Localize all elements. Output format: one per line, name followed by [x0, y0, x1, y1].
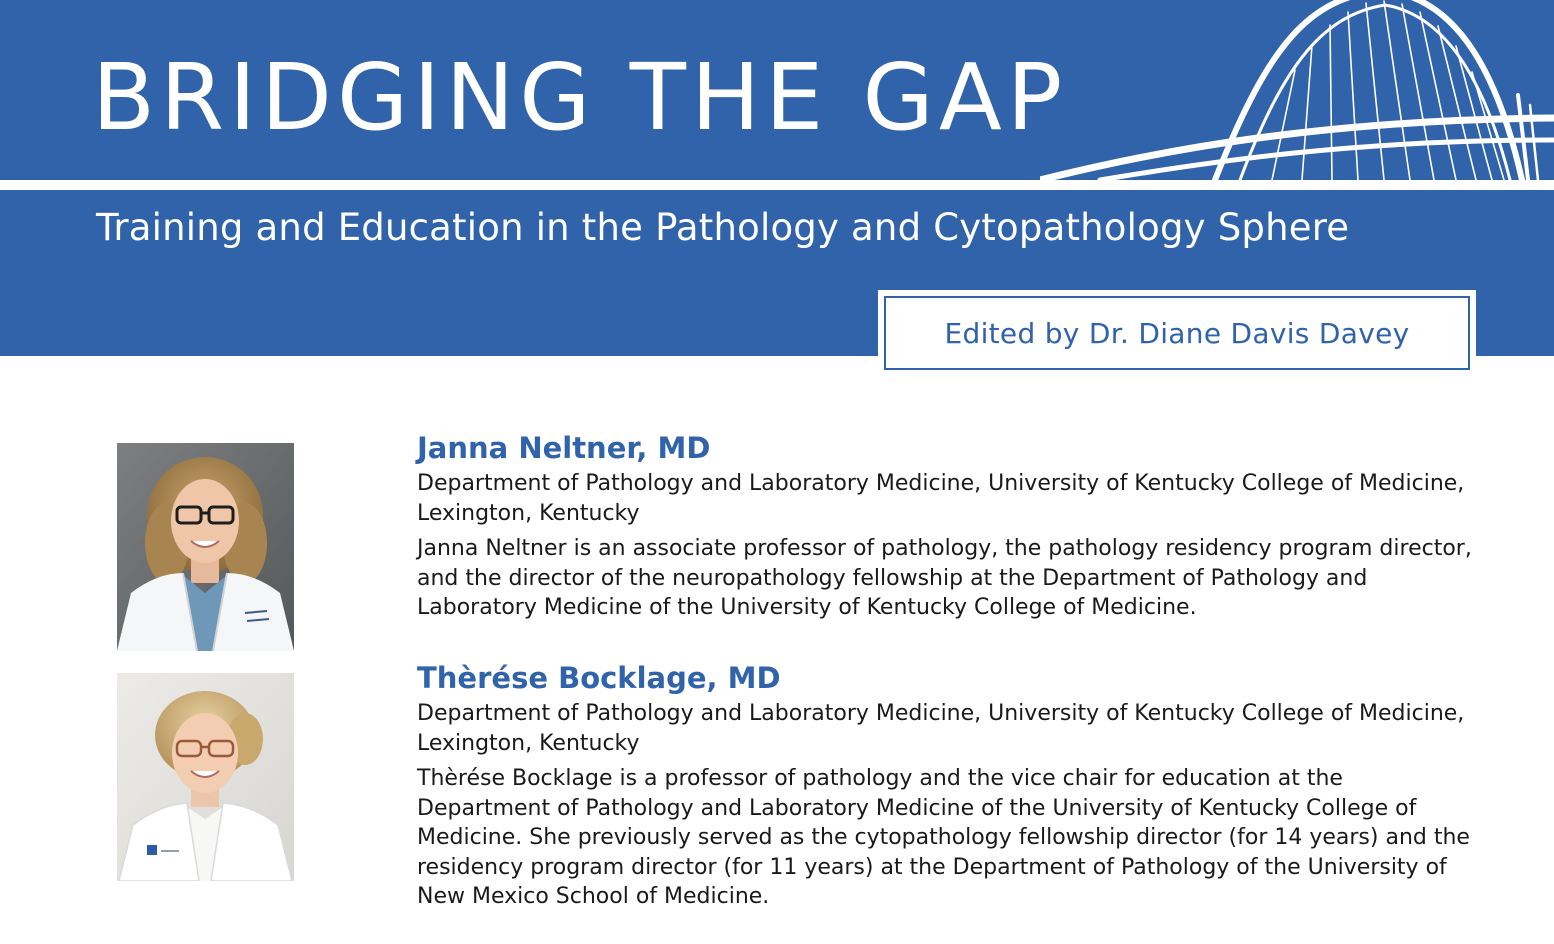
author-name: Janna Neltner, MD — [417, 431, 711, 465]
author-photo-1 — [117, 443, 294, 651]
bio-text-1 — [417, 430, 1477, 623]
banner-subtitle: Training and Education in the Pathology and Cytopathology Sphere — [96, 206, 1350, 249]
author-name: Thèrése Bocklage, MD — [417, 661, 781, 695]
bio-text-2 — [417, 660, 1477, 912]
author-affiliation: Department of Pathology and Laboratory Medicine, University of Kentucky College of Medicine, Lexington, Kentucky — [417, 701, 1465, 756]
editor-box-frame — [878, 290, 1476, 378]
banner-divider — [0, 180, 1554, 190]
editor-box — [884, 296, 1470, 370]
editor-credit: Edited by Dr. Diane Davis Davey — [944, 316, 1410, 350]
author-photo-2 — [117, 673, 294, 881]
author-description: Thèrése Bocklage is a professor of pathology and the vice chair for education at the Department of Pathology and Laboratory Medicine of the University of Kentucky College of Medicine. She previously served as the cytopathology fellowship director (for 14 years) and the residency program director (for 11 years) at the Department of Pathology of the University of New Mexico School of Medicine. — [417, 766, 1470, 909]
author-affiliation: Department of Pathology and Laboratory Medicine, University of Kentucky College of Medicine, Lexington, Kentucky — [417, 471, 1465, 526]
banner-top — [0, 0, 1554, 180]
author-description: Janna Neltner is an associate professor of pathology, the pathology residency program director, and the director of the neuropathology fellowship at the Department of Pathology and Laboratory Medicine of the University of Kentucky College of Medicine. — [417, 536, 1472, 620]
bridge-graphic — [1040, 0, 1554, 180]
banner-title: BRIDGING THE GAP — [92, 44, 1068, 151]
